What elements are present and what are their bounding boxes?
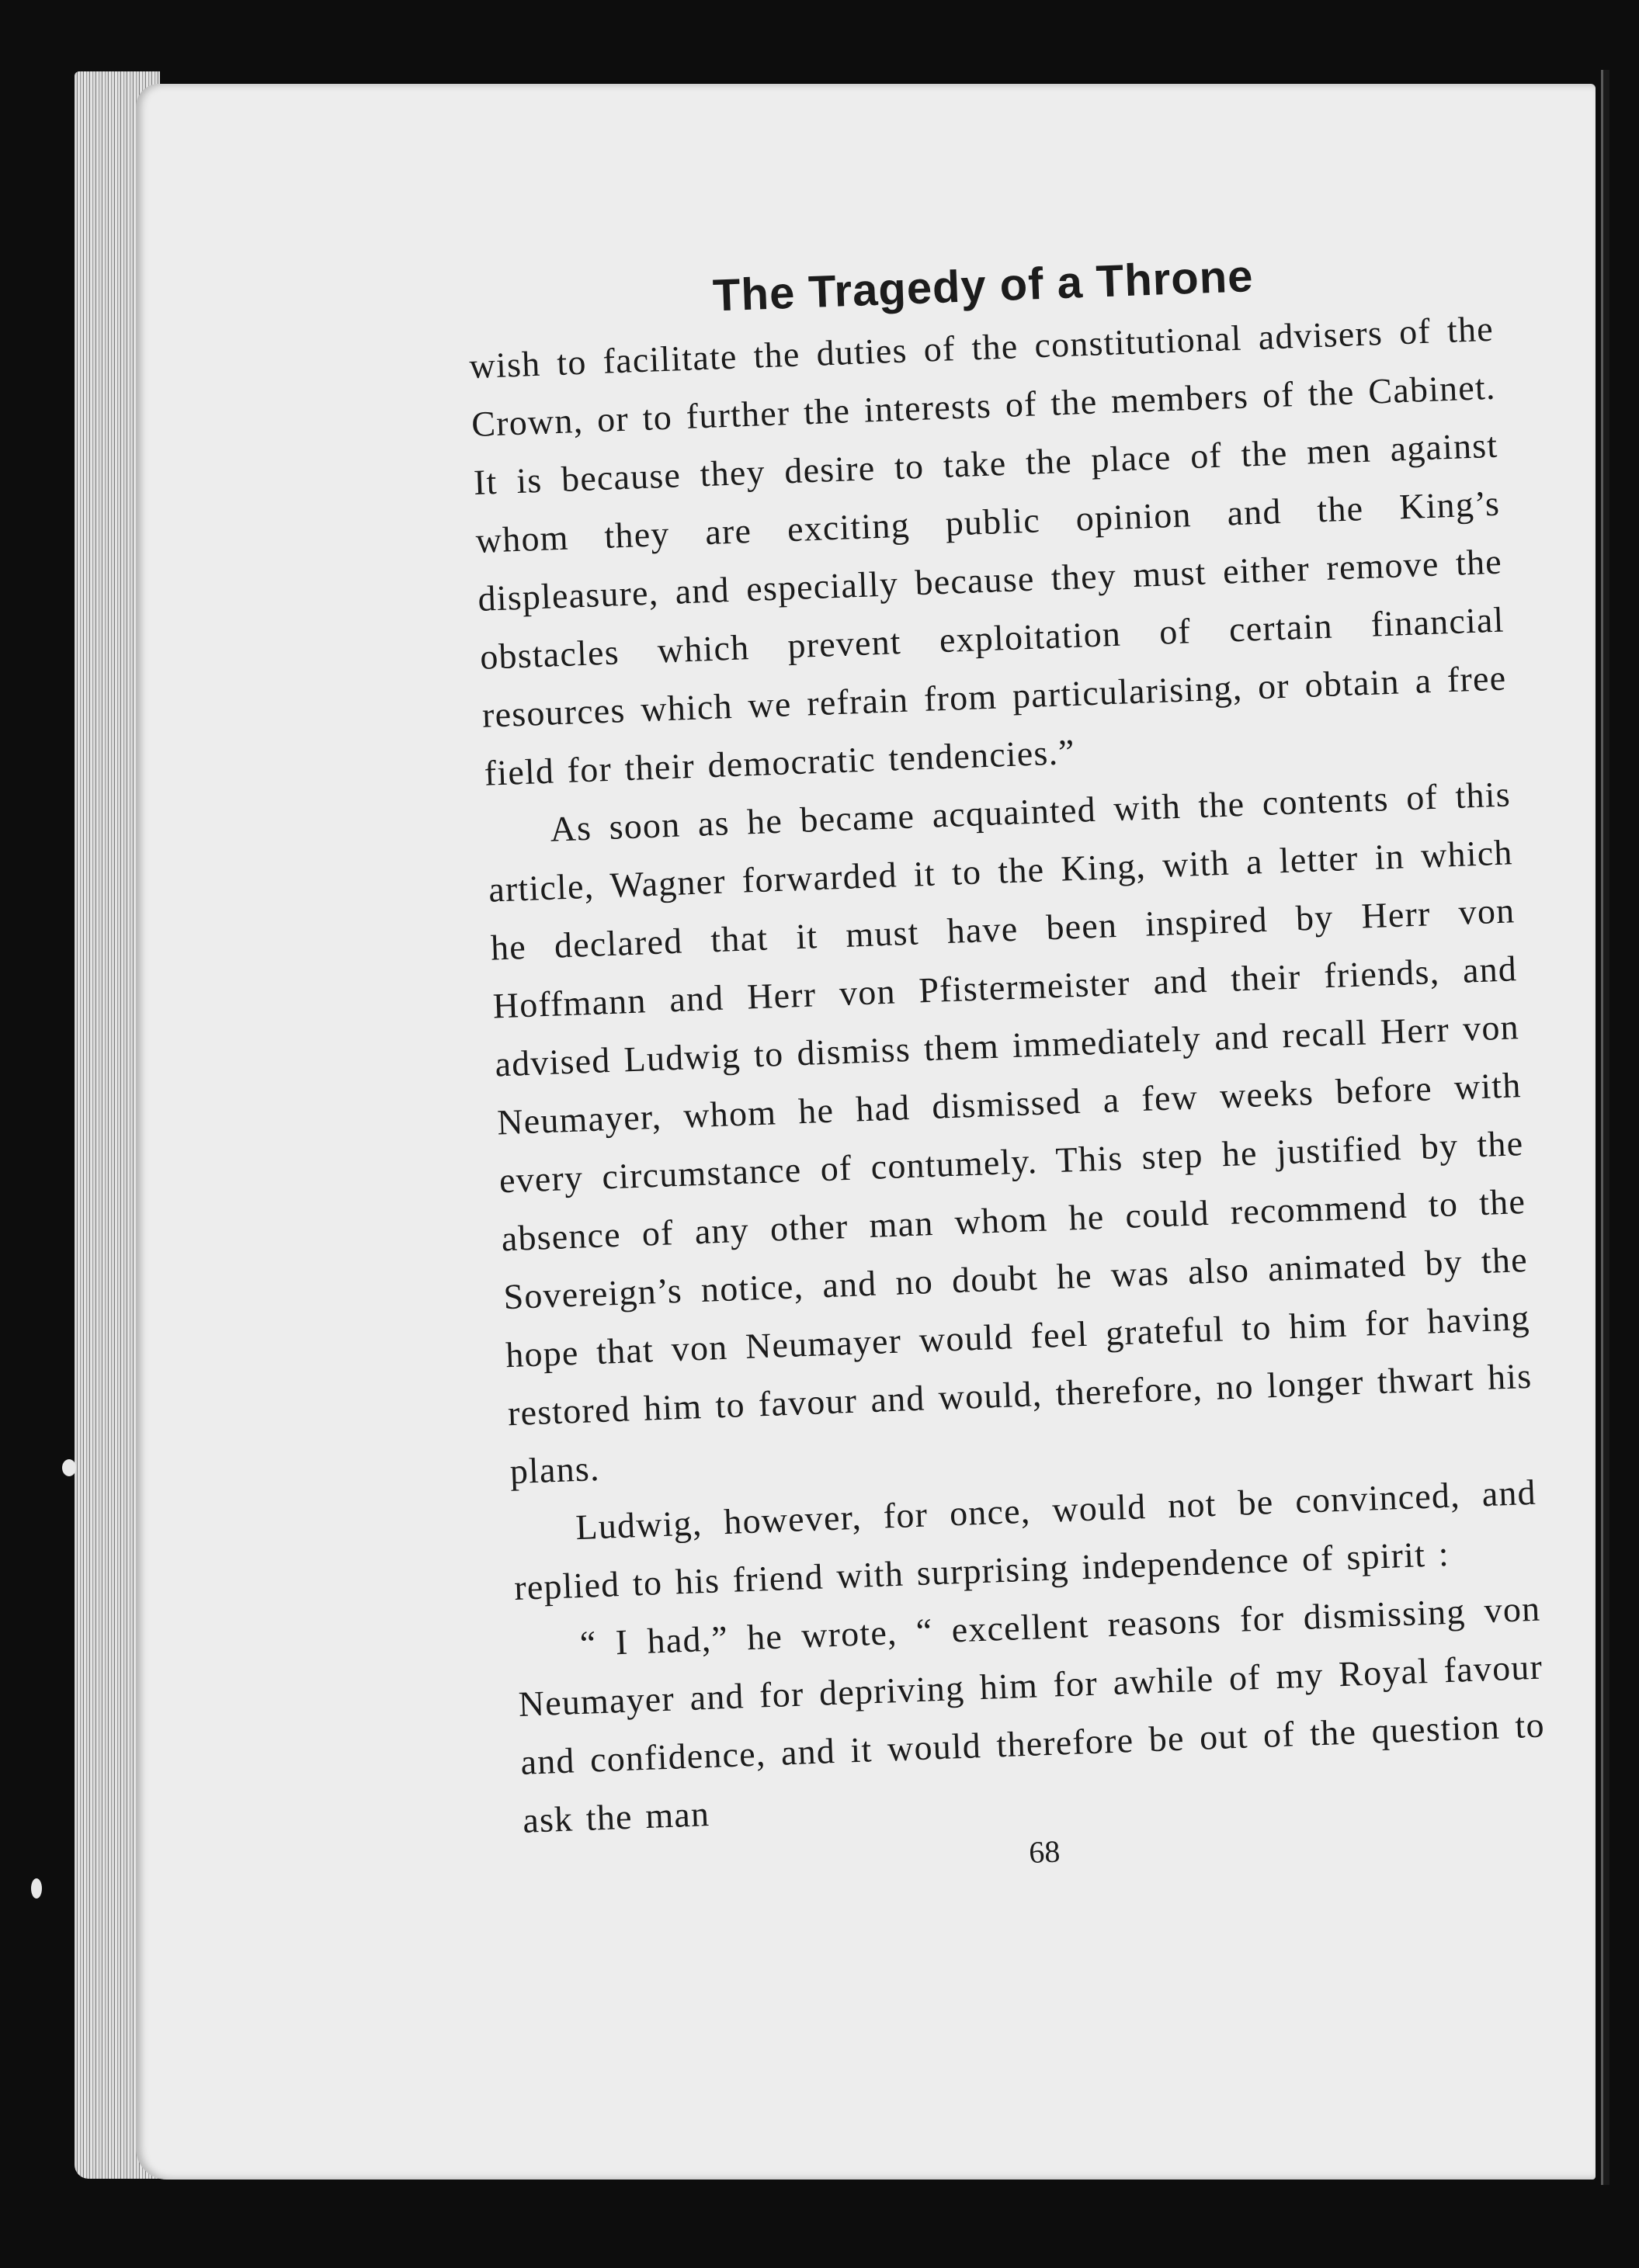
paragraph: As soon as he became acquainted with the contents of this article, Wagner forwarded it to the King, with a letter in which he declared that it must have been inspired by Herr von Hoffmann and Herr von Pfistermeister and their friends, and advised Ludwig to dismiss them immediately and recall Herr von Neumayer, whom he had dismissed a few weeks before with every circumstance of contumely. This step he justified by the absence of any other man whom he could recommend to the Sovereign’s notice, and no doubt he was also animated by the hope that von Neumayer would feel grateful to him for having restored him to favour and would, therefore, no longer thwart his plans. (488, 774, 1533, 1492)
paragraph-quote: “ I had,” he wrote, “ excellent reasons for dismissing von Neumayer and for depriving him for awhile of my Royal favour and confidence, and it would therefore be out of the question to ask the man (517, 1588, 1546, 1840)
dust-speck (31, 1878, 42, 1899)
page-number: 68 (1028, 1833, 1061, 1870)
facing-page-edge (1601, 70, 1609, 2185)
paragraph: Ludwig, however, for once, would not be convinced, and replied to his friend with surprising independence of spirit : (513, 1472, 1537, 1608)
body-text (468, 300, 1548, 1850)
running-head: The Tragedy of a Throne (711, 251, 1255, 321)
text-block (466, 241, 1549, 1889)
dust-speck (62, 1459, 76, 1476)
paragraph-continued: wish to facilitate the duties of the constitutional advisers of the Crown, or to further the interests of the members of the Cabinet. It is because they desire to take the place of the men against whom they are exciting public opinion and the King’s displeasure, and especially because they must either remove the obstacles which prevent exploitation of certain financial resources which we refrain from particularising, or obtain a free field for their democratic tendencies.” (468, 308, 1508, 793)
